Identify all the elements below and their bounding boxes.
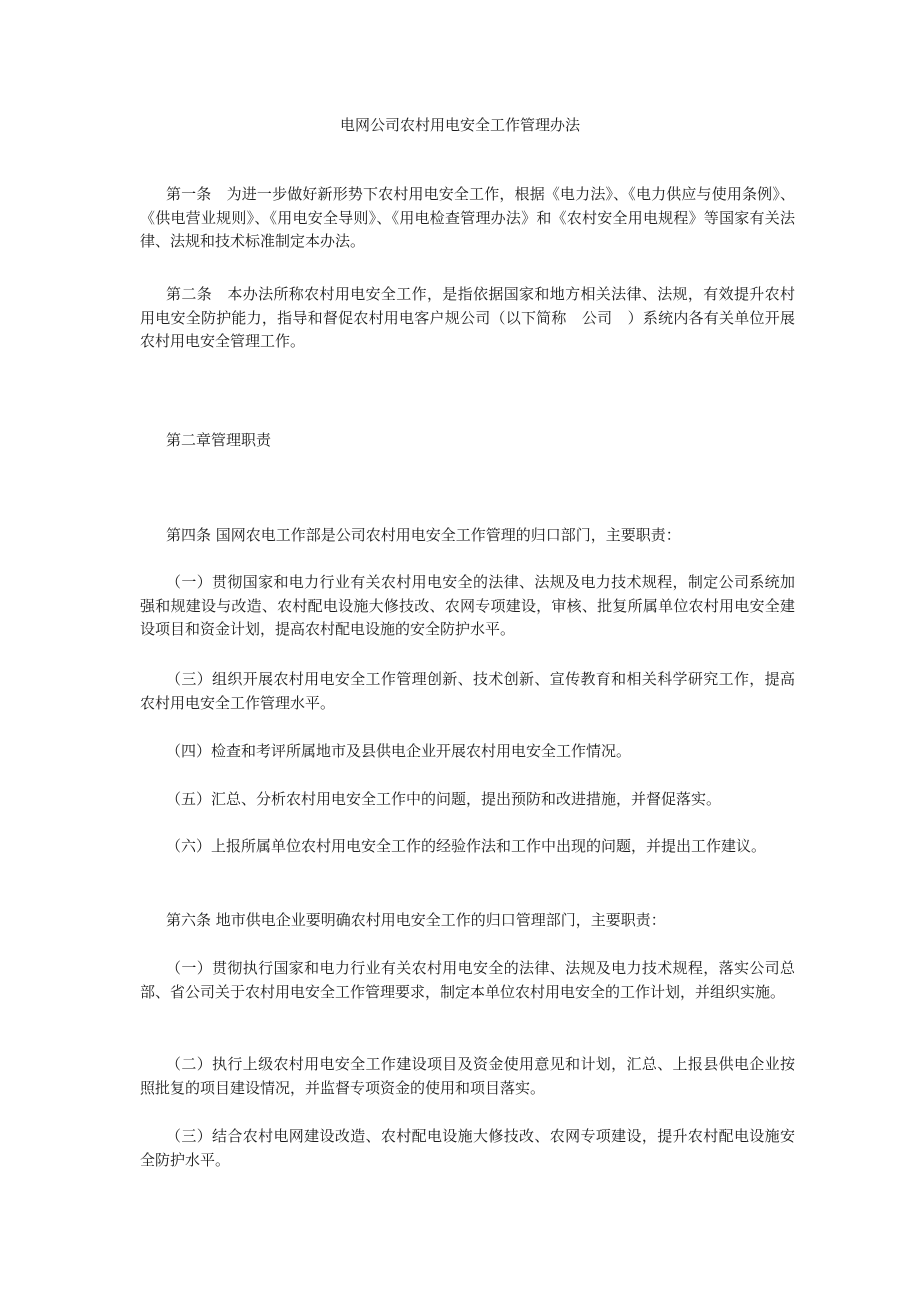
article-6-item-2: （二）执行上级农村用电安全工作建设项目及资金使用意见和计划，汇总、上报县供电企业按照批复的项目建设情况，并监督专项资金的使用和项目落实。 [140,1055,795,1097]
article-6-paragraph: 第六条 地市供电企业要明确农村用电安全工作的归口管理部门，主要职责： [166,911,666,929]
article-1-paragraph: 第一条 为进一步做好新形势下农村用电安全工作，根据《电力法》、《电力供应与使用条例》、《供电营业规则》、《用电安全导则》、《用电检查管理办法》和《农村安全用电规程》等国家有关法律、法规和技术标准制定本办法。 [140,185,795,250]
document-title: 电网公司农村用电安全工作管理办法 [339,116,580,134]
chapter-2-heading: 第二章管理职责 [166,431,272,449]
article-6-item-1: （一）贯彻执行国家和电力行业有关农村用电安全的法律、法规及电力技术规程，落实公司总部、省公司关于农村用电安全工作管理要求，制定本单位农村用电安全的工作计划，并组织实施。 [140,959,795,1001]
article-4-item-3: （三）组织开展农村用电安全工作管理创新、技术创新、宣传教育和相关科学研究工作，提高农村用电安全工作管理水平。 [140,670,795,712]
article-4-item-1: （一）贯彻国家和电力行业有关农村用电安全的法律、法规及电力技术规程，制定公司系统加强和规建设与改造、农村配电设施大修技改、农网专项建设，审核、批复所属单位农村用电安全建设项目和资金计划，提高农村配电设施的安全防护水平。 [140,573,795,638]
article-4-paragraph: 第四条 国网农电工作部是公司农村用电安全工作管理的归口部门，主要职责： [166,526,681,544]
article-4-item-5: （五）汇总、分析农村用电安全工作中的问题，提出预防和改进措施，并督促落实。 [166,790,722,808]
article-2-paragraph: 第二条 本办法所称农村用电安全工作，是指依据国家和地方相关法律、法规，有效提升农村用电安全防护能力，指导和督促农村用电客户规公司（以下简称 公司 ）系统内各有关单位开展农村用电安全管理工作。 [140,285,795,350]
article-4-item-6: （六）上报所属单位农村用电安全工作的经验作法和工作中出现的问题，并提出工作建议。 [166,837,767,855]
article-4-item-4: （四）检查和考评所属地市及县供电企业开展农村用电安全工作情况。 [166,742,632,760]
article-6-item-3: （三）结合农村电网建设改造、农村配电设施大修技改、农网专项建设，提升农村配电设施安全防护水平。 [140,1127,795,1169]
